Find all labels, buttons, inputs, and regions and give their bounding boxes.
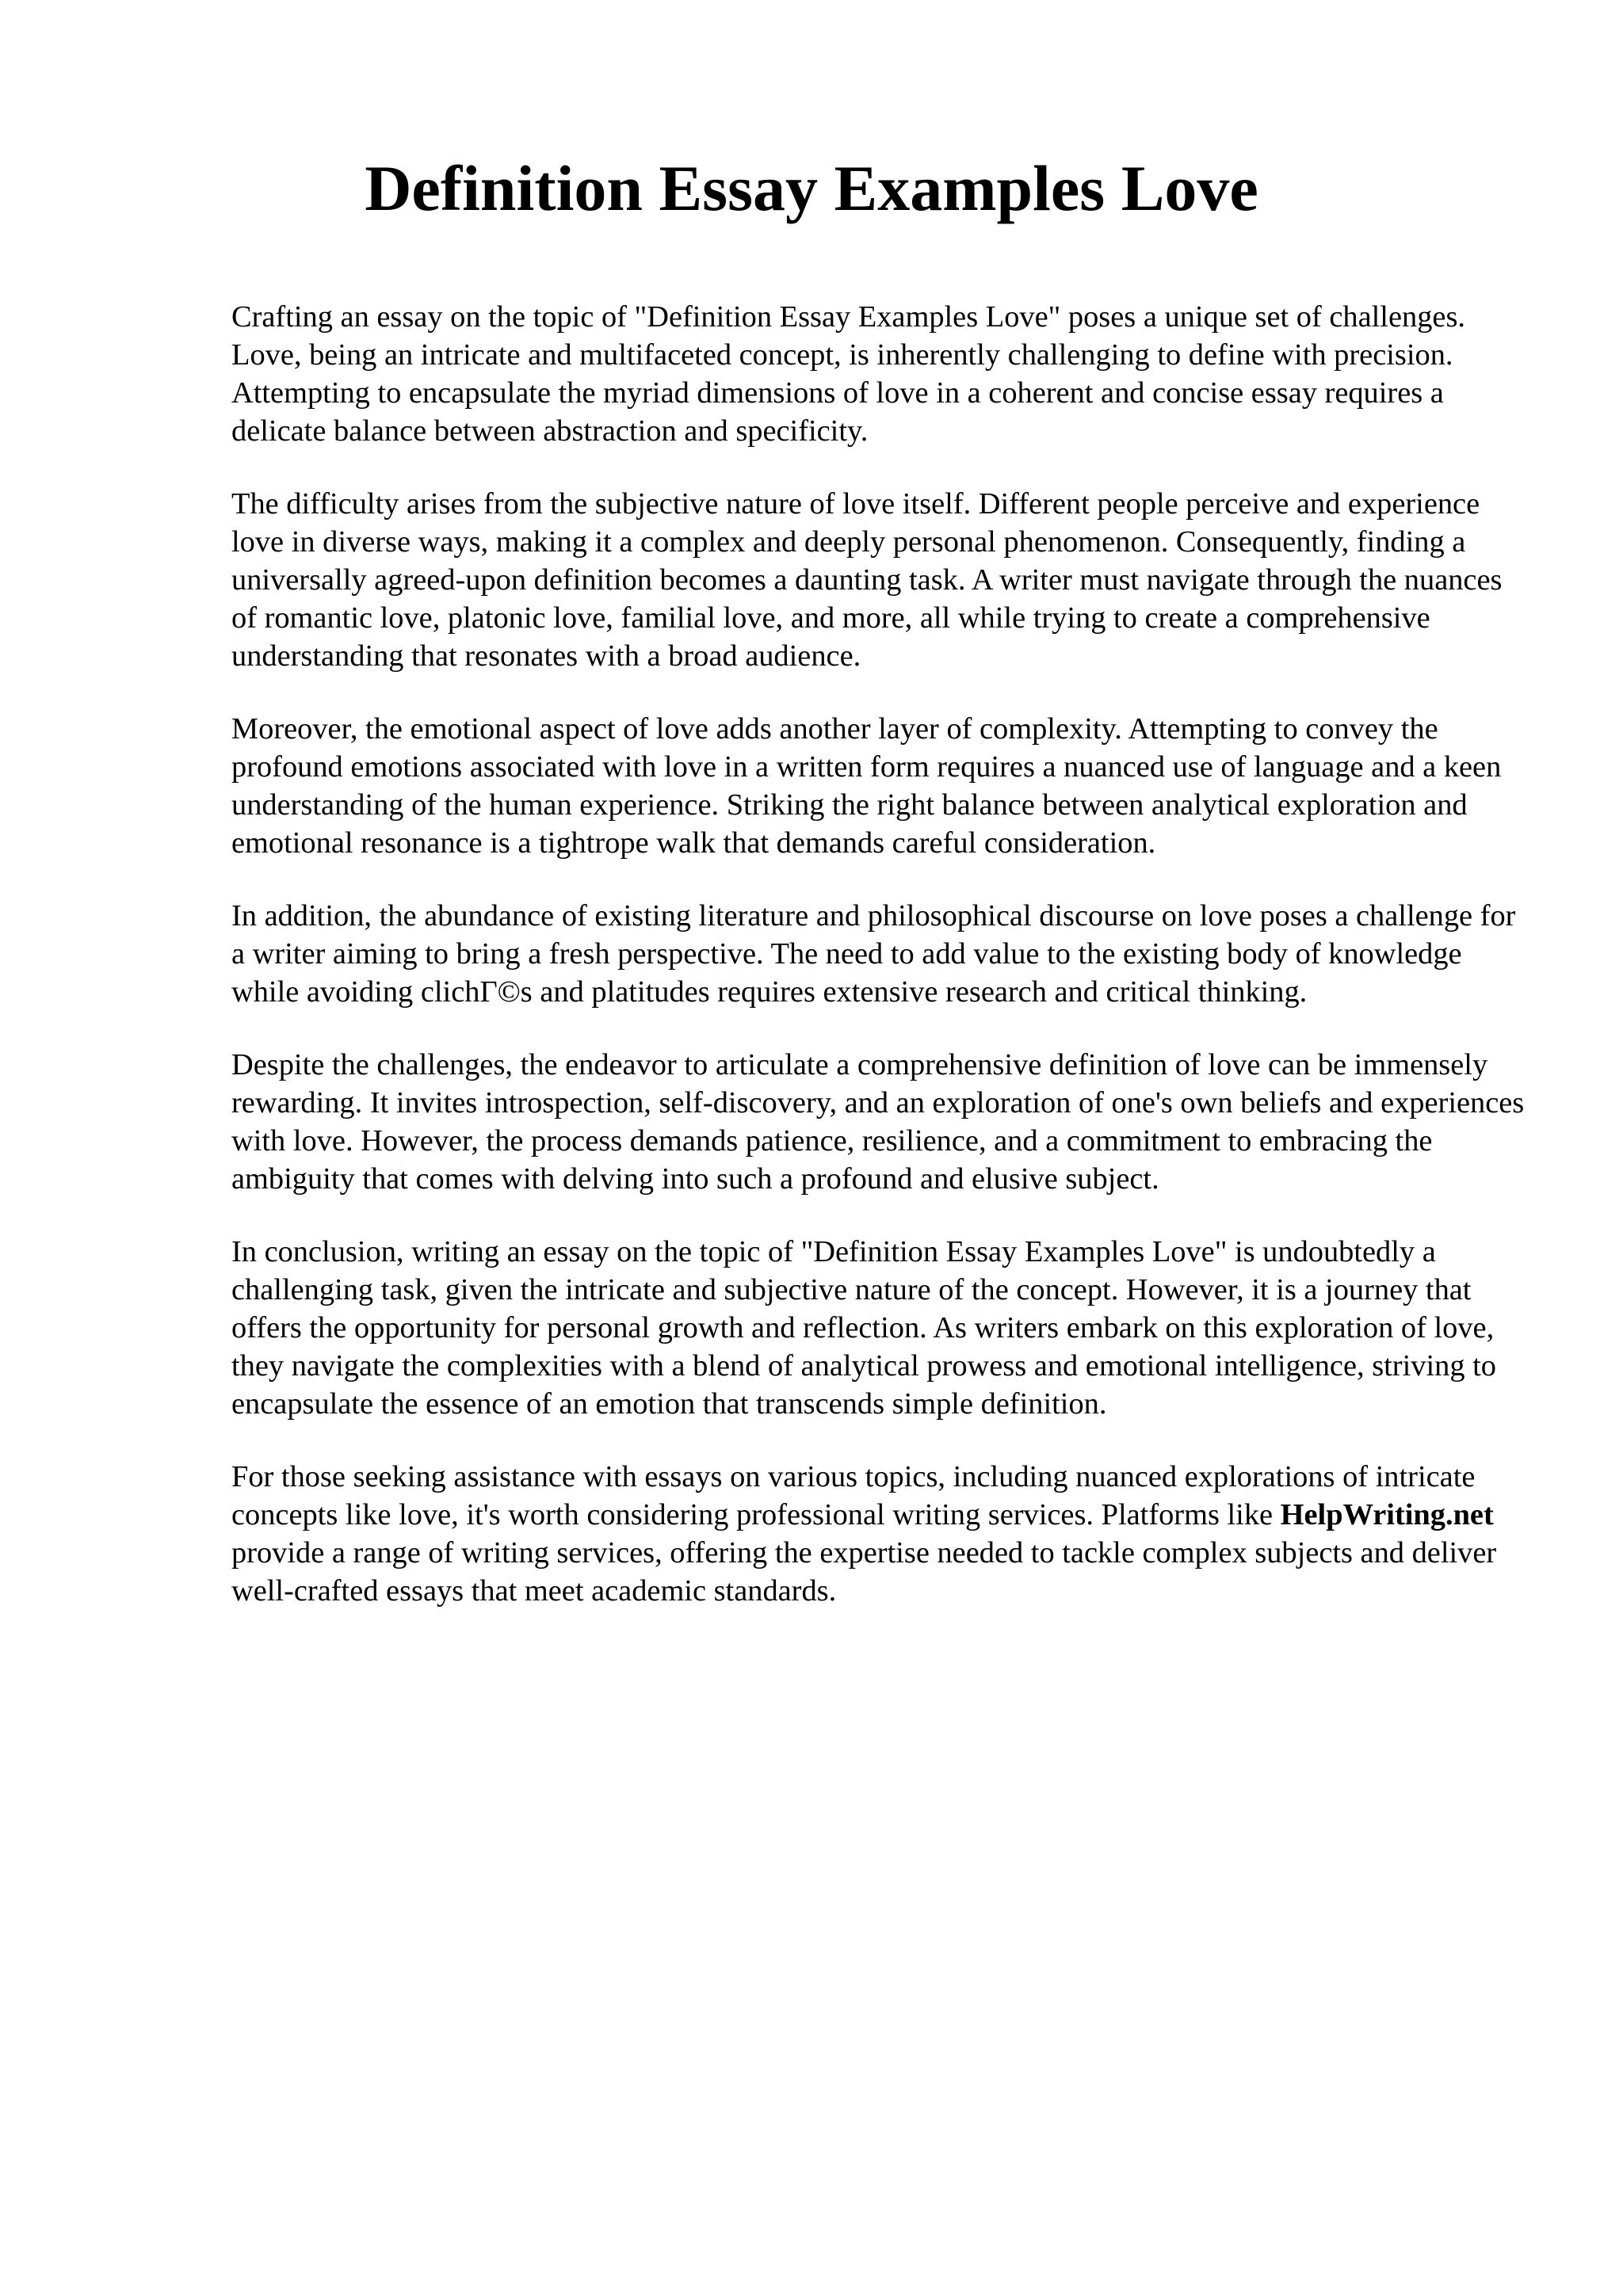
paragraph-6: In conclusion, writing an essay on the topic of "Definition Essay Examples Love" is undoubtedly a challenging task, given the intricate and subjective nature of the concept. However, it is a journey that offers the opportunity for personal growth and reflection. As writers embark on this exploration of love, they navigate the complexities with a blend of analytical prowess and emotional intelligence, striving to encapsulate the essence of an emotion that transcends simple definition. [231,1235,1496,1421]
paragraph-3: Moreover, the emotional aspect of love adds another layer of complexity. Attempting to convey the profound emotions associated with love in a written form requires a nuanced use of language and a keen understanding of the human experience. Striking the right balance between analytical exploration and emotional resonance is a tightrope walk that demands careful consideration. [231,712,1502,860]
document-body [231,298,1531,1610]
paragraph-4: In addition, the abundance of existing literature and philosophical discourse on love poses a challenge for a writer aiming to bring a fresh perspective. The need to add value to the existing body of knowledge while avoiding clichΓ©s and platitudes requires extensive research and critical thinking. [231,899,1516,1009]
paragraph-5: Despite the challenges, the endeavor to articulate a comprehensive definition of love can be immensely rewarding. It invites introspection, self-discovery, and an exploration of one's own beliefs and experiences with love. However, the process demands patience, resilience, and a commitment to embracing the ambiguity that comes with delving into such a profound and elusive subject. [231,1048,1525,1196]
paragraph-7-text-after: provide a range of writing services, offering the expertise needed to tackle complex subjects and deliver well-crafted essays that meet academic standards. [231,1536,1497,1608]
paragraph-2: The difficulty arises from the subjective nature of love itself. Different people perceive and experience love in diverse ways, making it a complex and deeply personal phenomenon. Consequently, finding a universally agreed-upon definition becomes a daunting task. A writer must navigate through the nuances of romantic love, platonic love, familial love, and more, all while trying to create a comprehensive understanding that resonates with a broad audience. [231,487,1503,673]
document-title: Definition Essay Examples Love [365,152,1258,224]
helpwriting-brand-text: HelpWriting.net [1280,1498,1494,1531]
paragraph-7 [231,1458,1531,1610]
paragraph-7-text-before: For those seeking assistance with essays on various topics, including nuanced explorations of intricate concepts like love, it's worth considering professional writing services. Platforms like [231,1460,1476,1531]
paragraph-1: Crafting an essay on the topic of "Definition Essay Examples Love" poses a unique set of challenges. Love, being an intricate and multifaceted concept, is inherently challenging to define with precision. Attempting to encapsulate the myriad dimensions of love in a coherent and concise essay requires a delicate balance between abstraction and specificity. [231,300,1465,448]
